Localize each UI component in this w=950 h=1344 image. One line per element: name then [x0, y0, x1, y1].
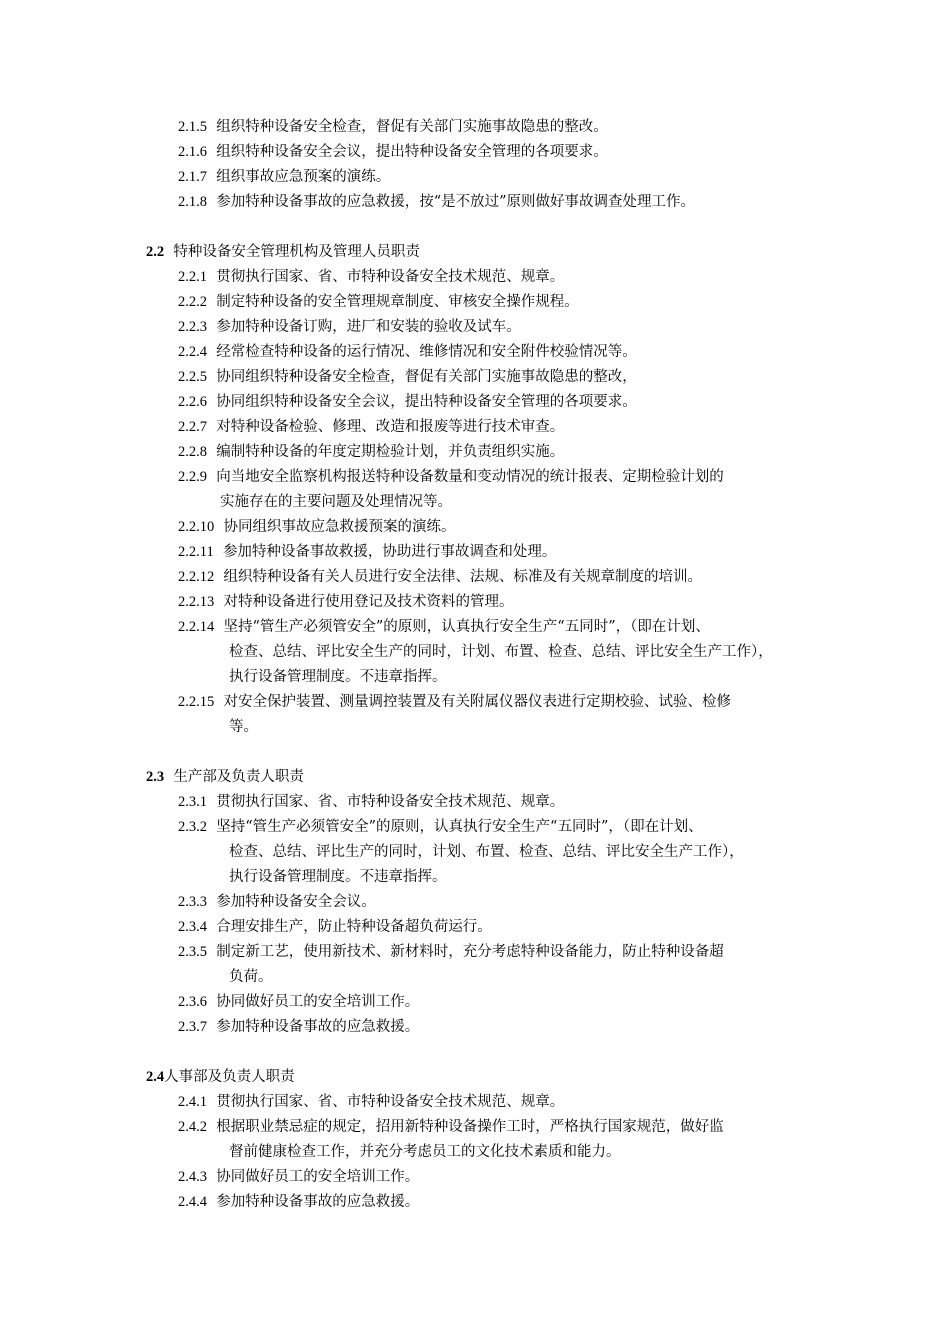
list-item-continuation: 实施存在的主要问题及处理情况等。: [220, 494, 452, 510]
list-item: 2.2.4 经常检查特种设备的运行情况、维修情况和安全附件校验情况等。: [178, 344, 637, 360]
list-item: 2.2.5 协同组织特种设备安全检查，督促有关部门实施事故隐患的整改，: [178, 369, 637, 385]
section-heading: 2.3 生产部及负责人职责: [146, 769, 304, 785]
list-item: 2.3.5 制定新工艺，使用新技术、新材料时，充分考虑特种设备能力，防止特种设备超: [178, 944, 724, 960]
list-item: 2.1.7 组织事故应急预案的演练。: [178, 169, 391, 185]
list-item: 2.1.6 组织特种设备安全会议，提出特种设备安全管理的各项要求。: [178, 144, 608, 160]
list-item: 2.2.8 编制特种设备的年度定期检验计划，并负责组织实施。: [178, 444, 565, 460]
list-item: 2.1.8 参加特种设备事故的应急救援，按“是不放过”原则做好事故调查处理工作。: [178, 194, 696, 210]
list-item: 2.3.3 参加特种设备安全会议。: [178, 894, 376, 910]
list-item: 2.3.4 合理安排生产，防止特种设备超负荷运行。: [178, 919, 492, 935]
list-item: 2.2.14 坚持“管生产必须管安全”的原则，认真执行安全生产“五同时”，（即在计划、: [178, 619, 710, 635]
list-item: 2.3.7 参加特种设备事故的应急救援。: [178, 1019, 420, 1035]
list-item-continuation: 执行设备管理制度。不违章指挥。: [229, 669, 447, 685]
section-heading: 2.4人事部及负责人职责: [146, 1069, 295, 1085]
list-item: 2.3.2 坚持“管生产必须管安全”的原则，认真执行安全生产“五同时”，（即在计划、: [178, 819, 703, 835]
list-item: 2.2.15 对安全保护装置、测量调控装置及有关附属仪器仪表进行定期校验、试验、检修: [178, 694, 731, 710]
list-item-continuation: 执行设备管理制度。不违章指挥。: [229, 869, 447, 885]
list-item: 2.1.5 组织特种设备安全检查，督促有关部门实施事故隐患的整改。: [178, 119, 608, 135]
list-item: 2.2.10 协同组织事故应急救援预案的演练。: [178, 519, 456, 535]
list-item: 2.2.7 对特种设备检验、修理、改造和报废等进行技术审查。: [178, 419, 565, 435]
list-item: 2.2.9 向当地安全监察机构报送特种设备数量和变动情况的统计报表、定期检验计划的: [178, 469, 724, 485]
list-item: 2.2.11 参加特种设备事故救援，协助进行事故调查和处理。: [178, 544, 557, 560]
list-item-continuation: 督前健康检查工作，并充分考虑员工的文化技术素质和能力。: [229, 1144, 621, 1160]
list-item-continuation: 检查、总结、评比安全生产的同时，计划、布置、检查、总结、评比安全生产工作），: [229, 644, 773, 660]
section-heading: 2.2 特种设备安全管理机构及管理人员职责: [146, 244, 420, 260]
list-item: 2.4.2 根据职业禁忌症的规定，招用新特种设备操作工时，严格执行国家规范，做好监: [178, 1119, 724, 1135]
list-item-continuation: 检查、总结、评比生产的同时，计划、布置、检查、总结、评比安全生产工作），: [229, 844, 744, 860]
list-item: 2.2.2 制定特种设备的安全管理规章制度、审核安全操作规程。: [178, 294, 579, 310]
list-item: 2.2.6 协同组织特种设备安全会议，提出特种设备安全管理的各项要求。: [178, 394, 637, 410]
list-item: 2.3.6 协同做好员工的安全培训工作。: [178, 994, 420, 1010]
list-item: 2.4.1 贯彻执行国家、省、市特种设备安全技术规范、规章。: [178, 1094, 565, 1110]
list-item: 2.4.4 参加特种设备事故的应急救援。: [178, 1194, 420, 1210]
list-item-continuation: 负荷。: [229, 969, 273, 985]
list-item: 2.2.13 对特种设备进行使用登记及技术资料的管理。: [178, 594, 514, 610]
list-item: 2.2.1 贯彻执行国家、省、市特种设备安全技术规范、规章。: [178, 269, 565, 285]
list-item: 2.2.12 组织特种设备有关人员进行安全法律、法规、标准及有关规章制度的培训。: [178, 569, 702, 585]
list-item: 2.2.3 参加特种设备订购，进厂和安装的验收及试车。: [178, 319, 521, 335]
list-item: 2.3.1 贯彻执行国家、省、市特种设备安全技术规范、规章。: [178, 794, 565, 810]
list-item: 2.4.3 协同做好员工的安全培训工作。: [178, 1169, 420, 1185]
list-item-continuation: 等。: [229, 719, 258, 735]
